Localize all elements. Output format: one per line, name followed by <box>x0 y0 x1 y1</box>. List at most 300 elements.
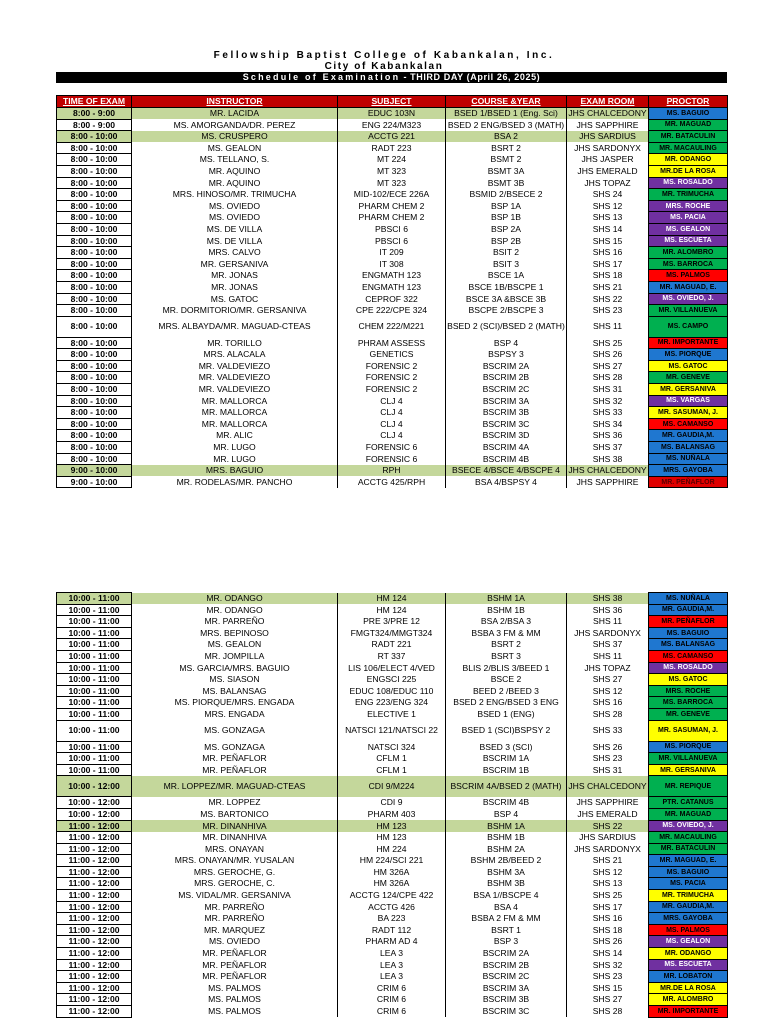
subject-cell: CPE 222/CPE 324 <box>338 305 446 317</box>
proctor-cell: MR. MACAULING <box>649 832 728 844</box>
table-row <box>57 901 728 913</box>
time-cell: 11:00 - 12:00 <box>57 971 132 983</box>
subject-cell: FORENSIC 6 <box>338 453 446 465</box>
instructor-cell: MS. OVIEDO <box>132 212 338 224</box>
instructor-cell: MR. JOMPILLA <box>132 650 338 662</box>
time-cell: 8:00 - 10:00 <box>57 154 132 166</box>
instructor-cell: MR. PEÑAFLOR <box>132 764 338 776</box>
time-cell: 11:00 - 12:00 <box>57 982 132 994</box>
subject-cell: CRIM 6 <box>338 1006 446 1018</box>
time-cell: 11:00 - 12:00 <box>57 878 132 890</box>
table-row <box>57 395 728 407</box>
table-row <box>57 616 728 628</box>
course-cell: BSED 3 (SCI) <box>446 741 567 753</box>
course-cell: BSCRIM 1B <box>446 764 567 776</box>
room-cell: JHS SARDIUS <box>567 832 649 844</box>
proctor-cell: MS. NUÑALA <box>649 453 728 465</box>
course-cell: BSED 2 ENG/BSED 3 ENG <box>446 697 567 709</box>
time-cell: 8:00 - 10:00 <box>57 142 132 154</box>
instructor-cell: MRS. ONAYAN <box>132 843 338 855</box>
table-row <box>57 627 728 639</box>
table-row <box>57 165 728 177</box>
schedule-table-second <box>56 592 728 1018</box>
time-cell: 8:00 - 10:00 <box>57 349 132 361</box>
room-cell: SHS 22 <box>567 293 649 305</box>
course-cell: BSED 1 (SCI)BSPSY 2 <box>446 720 567 741</box>
course-cell: BSED 2 ENG/BSED 3 (MATH) <box>446 119 567 131</box>
table-row <box>57 258 728 270</box>
time-cell: 10:00 - 12:00 <box>57 808 132 820</box>
subject-cell: CDI 9/M224 <box>338 776 446 797</box>
time-cell: 10:00 - 11:00 <box>57 616 132 628</box>
time-cell: 11:00 - 12:00 <box>57 924 132 936</box>
table-row <box>57 465 728 477</box>
instructor-cell: MR. RODELAS/MR. PANCHO <box>132 476 338 488</box>
time-cell: 10:00 - 11:00 <box>57 697 132 709</box>
course-cell: BSCRIM 3D <box>446 430 567 442</box>
proctor-cell: MR. GAUDIA,M. <box>649 901 728 913</box>
proctor-cell: MR. IMPORTANTE <box>649 337 728 349</box>
time-cell: 10:00 - 11:00 <box>57 764 132 776</box>
room-cell: SHS 17 <box>567 258 649 270</box>
course-cell: BSCRIM 2B <box>446 372 567 384</box>
room-cell: SHS 21 <box>567 855 649 867</box>
course-cell: BSIT 3 <box>446 258 567 270</box>
instructor-cell: MS. AMORGANDA/DR. PEREZ <box>132 119 338 131</box>
instructor-cell: MR. ODANGO <box>132 593 338 605</box>
proctor-cell: MS. PIORQUE <box>649 741 728 753</box>
instructor-cell: MS. PIORQUE/MRS. ENGADA <box>132 697 338 709</box>
proctor-cell: MR. ODANGO <box>649 948 728 960</box>
room-cell: SHS 36 <box>567 430 649 442</box>
course-cell: BSCRIM 2A <box>446 948 567 960</box>
room-cell: SHS 14 <box>567 223 649 235</box>
subject-cell: MT 224 <box>338 154 446 166</box>
room-cell: SHS 17 <box>567 901 649 913</box>
time-cell: 10:00 - 11:00 <box>57 674 132 686</box>
col-proctor: PROCTOR <box>649 96 728 108</box>
room-cell: SHS 16 <box>567 247 649 259</box>
room-cell: SHS 38 <box>567 593 649 605</box>
instructor-cell: MS. SIASON <box>132 674 338 686</box>
proctor-cell: MR. BATACULIN <box>649 843 728 855</box>
room-cell: SHS 37 <box>567 442 649 454</box>
proctor-cell: MR. VILLANUEVA <box>649 305 728 317</box>
proctor-cell: MS. BAGUIO <box>649 627 728 639</box>
table-row <box>57 808 728 820</box>
instructor-cell: MR. MALLORCA <box>132 395 338 407</box>
subject-cell: LIS 106/ELECT 4/VED <box>338 662 446 674</box>
table-row <box>57 820 728 832</box>
subject-cell: ACCTG 426 <box>338 901 446 913</box>
room-cell: JHS CHALCEDONY <box>568 465 647 476</box>
room-cell: JHS SARDONYX <box>567 843 649 855</box>
course-cell: BSRT 1 <box>446 924 567 936</box>
time-cell: 8:00 - 10:00 <box>57 337 132 349</box>
instructor-cell: MR. JONAS <box>132 270 338 282</box>
proctor-cell: MS. BAGUIO <box>649 866 728 878</box>
time-cell: 8:00 - 10:00 <box>57 293 132 305</box>
table-row <box>57 593 728 605</box>
room-cell: SHS 11 <box>567 316 649 337</box>
time-cell: 8:00 - 10:00 <box>57 395 132 407</box>
proctor-cell: MR. GENEVE <box>649 708 728 720</box>
instructor-cell: MS. OVIEDO <box>132 936 338 948</box>
subject-cell: HM 224/SCI 221 <box>338 855 446 867</box>
city-name: City of Kabankalan <box>324 61 444 72</box>
table-row <box>57 697 728 709</box>
room-cell: JHS CHALCEDONY <box>568 108 647 119</box>
instructor-cell: MR. LUGO <box>132 442 338 454</box>
room-cell: SHS 23 <box>567 971 649 983</box>
course-cell: BSHM 3B <box>446 878 567 890</box>
room-cell: SHS 15 <box>567 982 649 994</box>
table-row <box>57 349 728 361</box>
course-cell: BSP 4 <box>446 808 567 820</box>
col-time: TIME OF EXAM <box>57 96 132 108</box>
proctor-cell: MR. SASUMAN, J. <box>649 407 728 419</box>
instructor-cell: MRS. ALBAYDA/MR. MAGUAD-CTEAS <box>132 316 338 337</box>
subject-cell: CLJ 4 <box>338 430 446 442</box>
proctor-cell: MS. ROSALDO <box>649 177 728 189</box>
proctor-cell: MR. PEÑAFLOR <box>649 476 728 488</box>
course-cell: BSCRIM 4A <box>446 442 567 454</box>
course-cell: BSMT 3B <box>446 177 567 189</box>
table-row <box>57 685 728 697</box>
room-cell: SHS 32 <box>567 959 649 971</box>
time-cell: 9:00 - 10:00 <box>57 465 132 477</box>
subject-cell: ENGSCI 225 <box>338 674 446 686</box>
course-cell: BSCPE 2/BSCPE 3 <box>446 305 567 317</box>
table-row <box>57 142 728 154</box>
room-cell: SHS 27 <box>567 360 649 372</box>
course-cell: BSRT 2 <box>446 142 567 154</box>
room-cell: SHS 28 <box>567 708 649 720</box>
subject-cell: LEA 3 <box>338 959 446 971</box>
subject-cell: ENG 224/M323 <box>338 119 446 131</box>
room-cell: SHS 26 <box>567 936 649 948</box>
proctor-cell: MS. PACIA <box>649 878 728 890</box>
instructor-cell: MS. BALANSAG <box>132 685 338 697</box>
table-row <box>57 832 728 844</box>
table-row <box>57 741 728 753</box>
proctor-cell: MR. TRIMUCHA <box>649 890 728 902</box>
subject-cell: HM 124 <box>338 593 446 605</box>
course-cell: BSP 1B <box>446 212 567 224</box>
room-cell: JHS EMERALD <box>567 808 649 820</box>
room-cell: SHS 13 <box>567 878 649 890</box>
subject-cell: ACCTG 124/CPE 422 <box>338 890 446 902</box>
table-row <box>57 281 728 293</box>
instructor-cell: MS. GARCIA/MRS. BAGUIO <box>132 662 338 674</box>
subject-cell: FMGT324/MMGT324 <box>338 627 446 639</box>
instructor-cell: MR. LACIDA <box>132 108 338 120</box>
table-row <box>57 418 728 430</box>
table-row <box>57 442 728 454</box>
subject-cell: PRE 3/PRE 12 <box>338 616 446 628</box>
table-row <box>57 235 728 247</box>
subject-cell: PHARM CHEM 2 <box>338 212 446 224</box>
proctor-cell: MS. GATOC <box>649 360 728 372</box>
subject-cell: CFLM 1 <box>338 764 446 776</box>
subject-cell: CLJ 4 <box>338 407 446 419</box>
table-row <box>57 119 728 131</box>
table-row <box>57 708 728 720</box>
time-cell: 11:00 - 12:00 <box>57 820 132 832</box>
subject-cell: ENGMATH 123 <box>338 281 446 293</box>
room-cell: JHS EMERALD <box>567 165 649 177</box>
time-cell: 10:00 - 11:00 <box>57 753 132 765</box>
table-row <box>57 866 728 878</box>
proctor-cell: MS. CAMANSO <box>649 418 728 430</box>
proctor-cell: MS. PIORQUE <box>649 349 728 361</box>
time-cell: 10:00 - 11:00 <box>57 708 132 720</box>
instructor-cell: MR. VALDEVIEZO <box>132 360 338 372</box>
instructor-cell: MRS. BEPINOSO <box>132 627 338 639</box>
proctor-cell: MR. MACAULING <box>649 142 728 154</box>
room-cell: JHS TOPAZ <box>567 662 649 674</box>
proctor-cell: MR. ALOMBRO <box>649 247 728 259</box>
course-cell: BSBA 2 FM & MM <box>446 913 567 925</box>
instructor-cell: MS. BARTONICO <box>132 808 338 820</box>
instructor-cell: MR. MALLORCA <box>132 407 338 419</box>
course-cell: BSECE 4/BSCE 4/BSCPE 4 <box>446 465 567 477</box>
proctor-cell: MS. BARROCA <box>649 697 728 709</box>
proctor-cell: MS. BARROCA <box>649 258 728 270</box>
subject-cell: HM 326A <box>338 866 446 878</box>
room-cell: SHS 32 <box>567 395 649 407</box>
proctor-cell: MS. GATOC <box>649 674 728 686</box>
course-cell: BSCRIM 3C <box>446 1006 567 1018</box>
time-cell: 11:00 - 12:00 <box>57 1006 132 1018</box>
instructor-cell: MRS. ENGADA <box>132 708 338 720</box>
proctor-cell: MR. MAGUAD <box>649 119 728 131</box>
table-row <box>57 662 728 674</box>
col-instructor: INSTRUCTOR <box>132 96 338 108</box>
proctor-cell: MS. PALMOS <box>649 270 728 282</box>
time-cell: 8:00 - 10:00 <box>57 372 132 384</box>
proctor-cell: MR.DE LA ROSA <box>649 165 728 177</box>
table-row <box>57 797 728 809</box>
time-cell: 8:00 - 9:00 <box>57 119 132 131</box>
proctor-cell: MRS. GAYOBA <box>649 465 728 477</box>
table-row <box>57 337 728 349</box>
table-row <box>57 212 728 224</box>
subject-cell: MT 323 <box>338 177 446 189</box>
proctor-cell: MR. GERSANIVA <box>649 764 728 776</box>
subject-cell: RADT 112 <box>338 924 446 936</box>
col-course: COURSE &YEAR <box>446 96 567 108</box>
time-cell: 11:00 - 12:00 <box>57 890 132 902</box>
subject-cell: ENGMATH 123 <box>338 270 446 282</box>
subject-cell: ACCTG 425/RPH <box>338 476 446 488</box>
course-cell: BSRT 2 <box>446 639 567 651</box>
instructor-cell: MR. TORILLO <box>132 337 338 349</box>
proctor-cell: MR. SASUMAN, J. <box>649 720 728 741</box>
instructor-cell: MS. CRUSPERO <box>132 131 338 143</box>
instructor-cell: MR. ALIC <box>132 430 338 442</box>
instructor-cell: MRS. CALVO <box>132 247 338 259</box>
room-cell: JHS SARDONYX <box>567 627 649 639</box>
proctor-cell: MR. GAUDIA,M. <box>649 604 728 616</box>
room-cell: JHS CHALCEDONY <box>567 776 649 797</box>
course-cell: BSMT 2 <box>446 154 567 166</box>
subject-cell: HM 123 <box>338 820 446 832</box>
instructor-cell: MRS. ONAYAN/MR. YUSALAN <box>132 855 338 867</box>
time-cell: 8:00 - 9:00 <box>57 108 132 120</box>
time-cell: 10:00 - 11:00 <box>57 639 132 651</box>
room-cell: SHS 16 <box>567 697 649 709</box>
room-cell: SHS 33 <box>567 720 649 741</box>
time-cell: 10:00 - 11:00 <box>57 593 132 605</box>
proctor-cell: MR. ALOMBRO <box>649 994 728 1006</box>
room-cell: SHS 36 <box>567 604 649 616</box>
table-row <box>57 890 728 902</box>
instructor-cell: MS. PALMOS <box>132 982 338 994</box>
course-cell: BSP 2A <box>446 223 567 235</box>
instructor-cell: MS. DE VILLA <box>132 223 338 235</box>
course-cell: BSHM 2B/BEED 2 <box>446 855 567 867</box>
subject-cell: CRIM 6 <box>338 982 446 994</box>
proctor-cell: MR.DE LA ROSA <box>649 982 728 994</box>
course-cell: BSA 2/BSA 3 <box>446 616 567 628</box>
room-cell: JHS SAPPHIRE <box>567 797 649 809</box>
instructor-cell: MR. DINANHIVA <box>132 820 338 832</box>
time-cell: 8:00 - 10:00 <box>57 223 132 235</box>
table-row <box>57 108 728 120</box>
course-cell: BSED 1/BSED 1 (Eng. Sci) <box>446 108 567 120</box>
instructor-cell: MR. AQUINO <box>132 177 338 189</box>
subject-cell: EDUC 108/EDUC 110 <box>338 685 446 697</box>
table-row <box>57 270 728 282</box>
time-cell: 8:00 - 10:00 <box>57 165 132 177</box>
room-cell: SHS 27 <box>567 994 649 1006</box>
room-cell: SHS 26 <box>567 741 649 753</box>
table-row <box>57 971 728 983</box>
instructor-cell: MR. DORMITORIO/MR. GERSANIVA <box>132 305 338 317</box>
course-cell: BSCE 2 <box>446 674 567 686</box>
course-cell: BSCRIM 2C <box>446 384 567 396</box>
proctor-cell: MS. BALANSAG <box>649 442 728 454</box>
room-cell: SHS 22 <box>567 820 649 832</box>
proctor-cell: MS. VARGAS <box>649 395 728 407</box>
instructor-cell: MRS. HINOSO/MR. TRIMUCHA <box>132 189 338 201</box>
time-cell: 10:00 - 11:00 <box>57 627 132 639</box>
subject-cell: PHRAM ASSESS <box>338 337 446 349</box>
instructor-cell: MS. GEALON <box>132 142 338 154</box>
time-cell: 11:00 - 12:00 <box>57 936 132 948</box>
room-cell: SHS 34 <box>567 418 649 430</box>
time-cell: 11:00 - 12:00 <box>57 994 132 1006</box>
subject-cell: RADT 221 <box>338 639 446 651</box>
course-cell: BSCRIM 1A <box>446 753 567 765</box>
table-row <box>57 924 728 936</box>
schedule-body-second <box>57 593 728 1018</box>
course-cell: BSMT 3A <box>446 165 567 177</box>
subject-cell: MT 323 <box>338 165 446 177</box>
time-cell: 8:00 - 10:00 <box>57 177 132 189</box>
room-cell: SHS 25 <box>567 890 649 902</box>
proctor-cell: MS. OVIEDO, J. <box>649 820 728 832</box>
course-cell: BSHM 1B <box>446 832 567 844</box>
subject-cell: LEA 3 <box>338 971 446 983</box>
time-cell: 8:00 - 10:00 <box>57 407 132 419</box>
proctor-cell: MRS. GAYOBA <box>649 913 728 925</box>
room-cell: SHS 18 <box>567 924 649 936</box>
proctor-cell: MR. ODANGO <box>649 154 728 166</box>
subject-cell: GENETICS <box>338 349 446 361</box>
room-cell: JHS SAPPHIRE <box>567 476 649 488</box>
subject-cell: RPH <box>338 465 446 477</box>
subject-cell: RT 337 <box>338 650 446 662</box>
time-cell: 11:00 - 12:00 <box>57 832 132 844</box>
subject-cell: CHEM 222/M221 <box>338 316 446 337</box>
course-cell: BSP 1A <box>446 200 567 212</box>
instructor-cell: MS. VIDAL/MR. GERSANIVA <box>132 890 338 902</box>
time-cell: 8:00 - 10:00 <box>57 442 132 454</box>
time-cell: 8:00 - 10:00 <box>57 131 132 143</box>
instructor-cell: MRS. ALACALA <box>132 349 338 361</box>
subject-cell: NATSCI 324 <box>338 741 446 753</box>
proctor-cell: MS. BALANSAG <box>649 639 728 651</box>
instructor-cell: MS. GONZAGA <box>132 741 338 753</box>
proctor-cell: MS. ROSALDO <box>649 662 728 674</box>
subject-cell: HM 224 <box>338 843 446 855</box>
time-cell: 10:00 - 11:00 <box>57 685 132 697</box>
course-cell: BSP 2B <box>446 235 567 247</box>
room-cell: JHS SAPPHIRE <box>567 119 649 131</box>
proctor-cell: MR. REPIQUE <box>649 776 728 797</box>
course-cell: BSA 4/BSPSY 4 <box>446 476 567 488</box>
time-cell: 11:00 - 12:00 <box>57 948 132 960</box>
course-cell: BSMID 2/BSECE 2 <box>446 189 567 201</box>
subject-cell: PHARM AD 4 <box>338 936 446 948</box>
table-row <box>57 372 728 384</box>
time-cell: 10:00 - 11:00 <box>57 604 132 616</box>
instructor-cell: MR. LOPPEZ <box>132 797 338 809</box>
subject-cell: FORENSIC 2 <box>338 372 446 384</box>
schedule-title: Schedule of Examination <box>242 72 401 82</box>
subject-cell: LEA 3 <box>338 948 446 960</box>
table-row <box>57 764 728 776</box>
proctor-cell: MS. PACIA <box>649 212 728 224</box>
instructor-cell: MR. JONAS <box>132 281 338 293</box>
time-cell: 10:00 - 11:00 <box>57 650 132 662</box>
instructor-cell: MR. ODANGO <box>132 604 338 616</box>
course-cell: BSCE 1A <box>446 270 567 282</box>
time-cell: 8:00 - 10:00 <box>57 270 132 282</box>
instructor-cell: MR. LOPPEZ/MR. MAGUAD-CTEAS <box>132 776 338 797</box>
subject-cell: HM 326A <box>338 878 446 890</box>
proctor-cell: MR. LOBATON <box>649 971 728 983</box>
room-cell: SHS 23 <box>567 305 649 317</box>
table-header-row <box>57 96 728 108</box>
proctor-cell: MS. ESCUETA <box>649 959 728 971</box>
time-cell: 10:00 - 11:00 <box>57 720 132 741</box>
time-cell: 8:00 - 10:00 <box>57 235 132 247</box>
course-cell: BSCRIM 3A <box>446 982 567 994</box>
room-cell: SHS 12 <box>567 685 649 697</box>
room-cell: SHS 12 <box>567 866 649 878</box>
time-cell: 11:00 - 12:00 <box>57 901 132 913</box>
instructor-cell: MS. OVIEDO <box>132 200 338 212</box>
table-row <box>57 177 728 189</box>
table-row <box>57 200 728 212</box>
time-cell: 11:00 - 12:00 <box>57 913 132 925</box>
course-cell: BSHM 1A <box>446 820 567 832</box>
table-row <box>57 639 728 651</box>
proctor-cell: MS. CAMANSO <box>649 650 728 662</box>
